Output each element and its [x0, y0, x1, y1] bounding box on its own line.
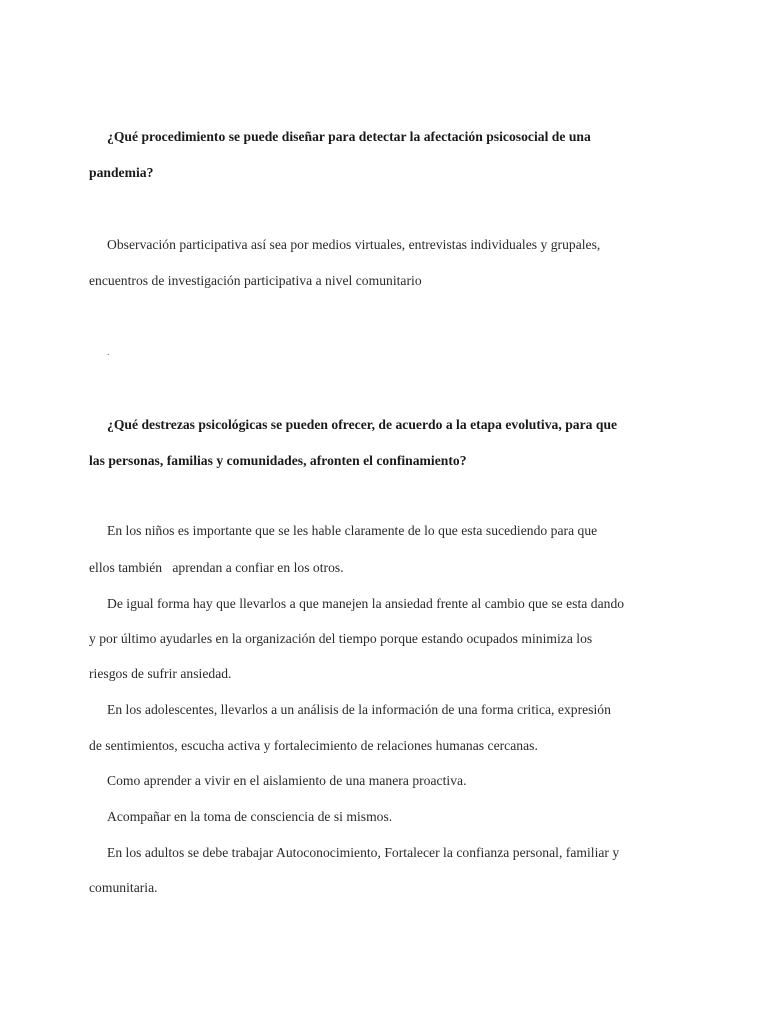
- answer-1-line-1: Observación participativa así sea por medios virtuales, entrevistas individuales y grupales,: [107, 237, 601, 252]
- question-2-line-2: las personas, familias y comunidades, afronten el confinamiento?: [89, 453, 467, 468]
- anxiety-line-1: De igual forma hay que llevarlos a que manejen la ansiedad frente al cambio que se esta dando: [107, 596, 625, 611]
- children-line-1: En los niños es importante que se les hable claramente de lo que esta sucediendo para que: [107, 523, 598, 538]
- question-1-line-1: ¿Qué procedimiento se puede diseñar para detectar la afectación psicosocial de una: [107, 129, 591, 144]
- isolation-line: Como aprender a vivir en el aislamiento de una manera proactiva.: [107, 773, 467, 788]
- separator-dot: .: [107, 347, 110, 358]
- adults-line-2: comunitaria.: [89, 880, 158, 895]
- question-2-line-1: ¿Qué destrezas psicológicas se pueden ofrecer, de acuerdo a la etapa evolutiva, para que: [107, 417, 618, 432]
- answer-1-line-2: encuentros de investigación participativa a nivel comunitario: [89, 273, 422, 288]
- teens-line-1: En los adolescentes, llevarlos a un análisis de la información de una forma critica, expresión: [107, 702, 611, 717]
- anxiety-line-2: y por último ayudarles en la organización del tiempo porque estando ocupados minimiza los: [89, 631, 593, 646]
- teens-line-2: de sentimientos, escucha activa y fortalecimiento de relaciones humanas cercanas.: [89, 738, 538, 753]
- adults-line-1: En los adultos se debe trabajar Autoconocimiento, Fortalecer la confianza personal, familiar y: [107, 845, 620, 860]
- question-1-line-2: pandemia?: [89, 165, 154, 180]
- awareness-line: Acompañar en la toma de consciencia de si mismos.: [107, 809, 393, 824]
- anxiety-line-3: riesgos de sufrir ansiedad.: [89, 666, 232, 681]
- children-line-2: ellos también aprendan a confiar en los otros.: [89, 560, 344, 575]
